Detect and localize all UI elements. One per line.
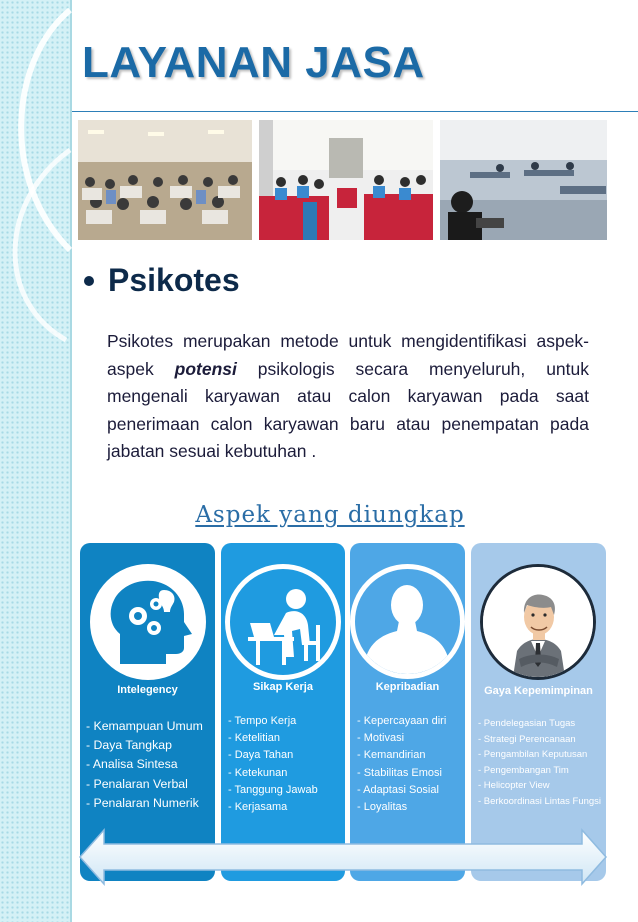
- list-item: - Analisa Sintesa: [86, 757, 178, 772]
- section-heading: Psikotes: [108, 262, 240, 298]
- businessman-icon: [480, 564, 596, 680]
- aspect-card-gaya-kepemimpinan: [471, 543, 606, 881]
- list-intelegency: [86, 717, 203, 813]
- list-item: - Penalaran Numerik: [86, 795, 199, 810]
- list-item: - Stabilitas Emosi: [357, 766, 442, 779]
- side-divider-line: [70, 0, 72, 922]
- list-item: - Kemampuan Umum: [86, 719, 203, 733]
- list-gaya-kepemimpinan: [478, 716, 601, 809]
- list-item: - Kerjasama: [228, 801, 288, 814]
- card-label-kepribadian: Kepribadian: [375, 681, 440, 693]
- photo-classroom-test: [78, 120, 252, 240]
- aspect-card-intelegency: [80, 543, 215, 881]
- list-item: - Tanggung Jawab: [228, 783, 318, 796]
- list-item: - Ketekunan: [228, 766, 288, 779]
- person-silhouette-icon: [350, 564, 465, 679]
- list-item: - Daya Tangkap: [86, 738, 172, 753]
- page-title: LAYANAN JASA: [82, 38, 425, 87]
- list-item: - Strategi Perencanaan: [478, 733, 576, 745]
- list-item: - Tempo Kerja: [228, 715, 297, 727]
- list-sikap-kerja: [228, 713, 318, 816]
- aspect-card-sikap-kerja: [221, 543, 345, 881]
- emphasis-word: potensi: [174, 358, 237, 379]
- list-item: - Adaptasi Sosial: [357, 783, 439, 796]
- photo-test-hall: [259, 120, 433, 240]
- list-item: - Pendelegasian Tugas: [478, 718, 576, 729]
- list-item: - Pengembangan Tim: [478, 764, 569, 776]
- aspects-subheading: Aspek yang diungkap: [195, 502, 465, 528]
- decorative-side-strip: [0, 0, 70, 922]
- brain-gears-icon: [90, 564, 206, 680]
- card-label-intelegency: Intelegency: [117, 684, 178, 696]
- list-item: - Helicopter View: [478, 780, 550, 791]
- card-label-gaya-kepemimpinan: Gaya Kepemimpinan: [484, 685, 593, 697]
- card-label-sikap-kerja: Sikap Kerja: [253, 681, 313, 693]
- list-kepribadian: [357, 713, 446, 816]
- list-item: - Pengambilan Keputusan: [478, 749, 588, 760]
- list-item: - Ketelitian: [228, 732, 280, 745]
- list-item: - Berkoordinasi Lintas Fungsi: [478, 795, 602, 807]
- list-item: - Kemandirian: [357, 749, 426, 762]
- aspect-card-kepribadian: [350, 543, 465, 881]
- list-item: - Kepercayaan diri: [357, 715, 447, 727]
- person-at-laptop-icon: [225, 564, 341, 680]
- section-heading-row: [84, 262, 240, 299]
- list-item: - Motivasi: [357, 732, 405, 745]
- photo-computer-lab: [440, 120, 607, 240]
- list-item: - Loyalitas: [357, 801, 408, 814]
- list-item: - Daya Tahan: [228, 749, 294, 762]
- description-paragraph: Psikotes merupakan metode untuk mengidentifikasi aspek-aspek potensi psikologis secara menyeluruh, untuk mengenali karyawan atau calon karyawan pada saat penerimaan calon karyawan baru atau penempatan pada jabatan sesuai kebutuhan .: [107, 331, 590, 461]
- title-divider: [72, 111, 638, 112]
- bullet-icon: [84, 276, 94, 286]
- list-item: - Penalaran Verbal: [86, 776, 188, 791]
